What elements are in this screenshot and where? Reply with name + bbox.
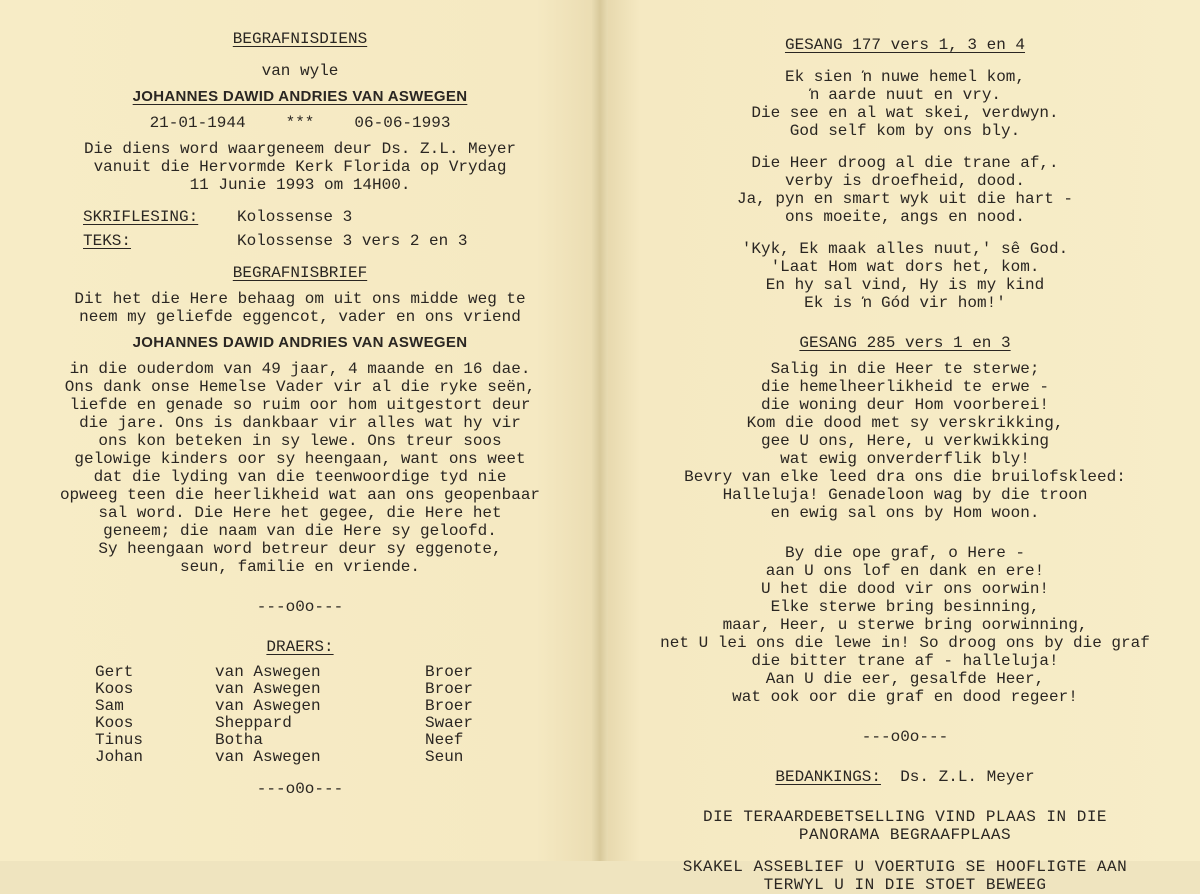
notice-line: PANORAMA BEGRAAFPLAAS (798, 826, 1012, 844)
van-wyle: van wyle (261, 62, 339, 80)
draer-first: Johan (95, 748, 144, 766)
hymn-stanza (630, 360, 1180, 522)
draer-relation: Neef (425, 731, 464, 749)
hymn-line: Ja, pyn en smart wyk uit die hart - (736, 190, 1074, 208)
draer-last: Sheppard (215, 714, 292, 732)
left-column (30, 30, 570, 798)
hymn-line: Ek sien ŉ nuwe hemel kom, (784, 68, 1026, 86)
hymn-line: ons moeite, angs en nood. (784, 208, 1026, 226)
hymn-line: Elke sterwe bring besinning, (770, 598, 1040, 616)
pallbearers-table (50, 664, 570, 766)
hymn-line: wat ewig onverderflik bly! (780, 450, 1030, 468)
hymn-line: U het die dood vir ons oorwin! (760, 580, 1050, 598)
brief-line: geneem; die naam van die Here sy geloofd. (103, 522, 497, 540)
draer-relation: Broer (425, 680, 474, 698)
brief-line: dat die lyding van die teenwoordige tyd nie (93, 468, 507, 486)
hymn-line: Die see en al wat skei, verdwyn. (751, 104, 1059, 122)
skriflesing-value: Kolossense 3 (237, 208, 353, 226)
draer-first: Sam (95, 697, 124, 715)
bedankings (630, 768, 1180, 786)
hymn-line: 'Laat Hom wat dors het, kom. (770, 258, 1040, 276)
hymn-line: Halleluja! Genadeloon wag by die troon (722, 486, 1088, 504)
hymn-stanza (630, 154, 1180, 226)
bedankings-value: Ds. Z.L. Meyer (900, 768, 1035, 786)
page-fold (592, 0, 608, 861)
brief-line: seun, familie en vriende. (179, 558, 421, 576)
draer-first: Gert (95, 663, 134, 681)
draer-first: Koos (95, 714, 134, 732)
hymn-line: wat ook oor die graf en dood regeer! (732, 688, 1078, 706)
teks-value: Kolossense 3 vers 2 en 3 (237, 232, 468, 250)
hymn-line: die hemelheerlikheid te erwe - (760, 378, 1050, 396)
date-born: 21-01-1944 (149, 114, 246, 132)
notice-line: DIE TERAARDEBETSELLING VIND PLAAS IN DIE (702, 808, 1108, 826)
hymn-line: En hy sal vind, Hy is my kind (765, 276, 1045, 294)
service-title: BEGRAFNISDIENS (232, 30, 368, 48)
hymn-line: aan U ons lof en dank en ere! (765, 562, 1045, 580)
hymn-line: verby is droefheid, dood. (784, 172, 1026, 190)
brief-line: in die ouderdom van 49 jaar, 4 maande en 16 dae. (69, 360, 531, 378)
date-died: 06-06-1993 (354, 114, 451, 132)
gesang-285-title: GESANG 285 vers 1 en 3 (799, 334, 1011, 352)
brief-line: sal word. Die Here het gegee, die Here het (98, 504, 502, 522)
draer-last: van Aswegen (215, 697, 321, 715)
notice-line: TERWYL U IN DIE STOET BEWEEG (763, 876, 1047, 894)
brief-line: die jare. Ons is dankbaar vir alles wat hy vir (79, 414, 521, 432)
hymn-line: By die ope graf, o Here - (784, 544, 1026, 562)
hymn-line: Kom die dood met sy verskrikking, (746, 414, 1064, 432)
bedankings-label: BEDANKINGS: (775, 768, 881, 786)
draer-relation: Broer (425, 697, 474, 715)
draer-relation: Swaer (425, 714, 474, 732)
brief-line: Sy heengaan word betreur deur sy eggenote, (98, 540, 502, 558)
headlights-notice (630, 858, 1180, 894)
date-separator: *** (285, 114, 315, 132)
service-line: vanuit die Hervormde Kerk Florida op Vrydag (93, 158, 507, 176)
draers-title: DRAERS: (266, 638, 334, 656)
notice-line: SKAKEL ASSEBLIEF U VOERTUIG SE HOOFLIGTE AAN (682, 858, 1128, 876)
burial-notice (630, 808, 1180, 844)
draer-last: van Aswegen (215, 680, 321, 698)
hymn-line: ŉ aarde nuut en vry. (808, 86, 1002, 104)
hymn-stanza (630, 68, 1180, 140)
service-details (30, 140, 570, 194)
brief-body (30, 360, 570, 576)
life-dates (30, 114, 570, 132)
hymn-stanza (630, 544, 1180, 706)
hymn-line: Ek is ŉ Gód vir hom!' (804, 294, 1006, 312)
brief-line: opweeg teen die heerlikheid wat aan ons geopenbaar (59, 486, 541, 504)
brief-title: BEGRAFNISBRIEF (232, 264, 368, 282)
brief-line: ons kon beteken in sy lewe. Ons treur soos (98, 432, 502, 450)
divider: ---o0o--- (256, 780, 344, 798)
hymn-line: die woning deur Hom voorberei! (760, 396, 1050, 414)
draer-relation: Seun (425, 748, 464, 766)
hymn-line: 'Kyk, Ek maak alles nuut,' sê God. (741, 240, 1069, 258)
brief-line: Ons dank onse Hemelse Vader vir al die ryke seën, (64, 378, 536, 396)
brief-line: liefde en genade so ruim oor hom uitgestort deur (69, 396, 531, 414)
brief-intro (30, 290, 570, 326)
hymn-line: Aan U die eer, gesalfde Heer, (765, 670, 1045, 688)
brief-line: gelowige kinders oor sy heengaan, want ons weet (74, 450, 526, 468)
hymn-line: en ewig sal ons by Hom woon. (770, 504, 1040, 522)
hymn-stanza (630, 240, 1180, 312)
draer-first: Tinus (95, 731, 144, 749)
hymn-line: gee U ons, Here, u verkwikking (760, 432, 1050, 450)
right-column (630, 36, 1180, 894)
draer-relation: Broer (425, 663, 474, 681)
brief-line: Dit het die Here behaag om uit ons midde weg te (74, 290, 526, 308)
hymn-line: Die Heer droog al die trane af,. (751, 154, 1059, 172)
hymn-line: God self kom by ons bly. (789, 122, 1021, 140)
divider: ---o0o--- (861, 728, 949, 746)
hymn-line: Salig in die Heer te sterwe; (770, 360, 1040, 378)
hymn-line: net U lei ons die lewe in! So droog ons by die graf (660, 634, 1150, 652)
brief-line: neem my geliefde eggencot, vader en ons vriend (79, 308, 521, 326)
divider: ---o0o--- (256, 598, 344, 616)
draer-first: Koos (95, 680, 134, 698)
service-line: Die diens word waargeneem deur Ds. Z.L. Meyer (83, 140, 517, 158)
gesang-177-title: GESANG 177 vers 1, 3 en 4 (784, 36, 1026, 54)
hymn-line: die bitter trane af - halleluja! (751, 652, 1059, 670)
draer-last: Botha (215, 731, 264, 749)
hymn-line: Bevry van elke leed dra ons die bruilofskleed: (684, 468, 1126, 486)
service-line: 11 Junie 1993 om 14H00. (189, 176, 411, 194)
teks-label: TEKS: (83, 232, 132, 250)
draer-last: van Aswegen (215, 748, 321, 766)
draer-last: van Aswegen (215, 663, 321, 681)
scripture-readings (30, 208, 570, 250)
brief-name: JOHANNES DAWID ANDRIES VAN ASWEGEN (132, 334, 468, 351)
skriflesing-label: SKRIFLESING: (83, 208, 199, 226)
deceased-name: JOHANNES DAWID ANDRIES VAN ASWEGEN (132, 88, 468, 105)
hymn-line: maar, Heer, u sterwe bring oorwinning, (722, 616, 1088, 634)
